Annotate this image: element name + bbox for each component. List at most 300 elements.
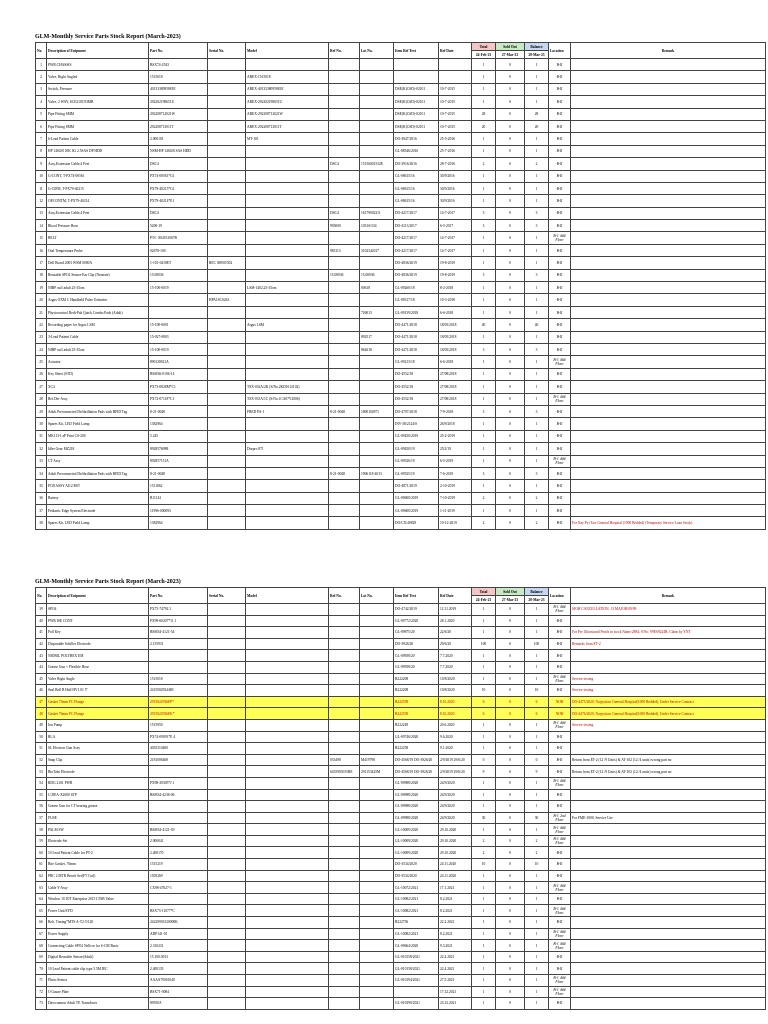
row-remark xyxy=(571,777,766,789)
row-no: 6 xyxy=(36,120,47,132)
row-ref-no xyxy=(329,627,360,639)
row-description: Physiocontrol Redi-Pak Quick Combo Pads (Adult) xyxy=(47,306,149,318)
row-sold-out: 0 xyxy=(496,940,525,952)
row-no: 13 xyxy=(36,207,47,219)
row-model xyxy=(246,719,329,731)
row-remark xyxy=(571,195,766,207)
row-no: 34 xyxy=(36,467,47,479)
row-model xyxy=(246,824,329,836)
row-no: 7 xyxy=(36,133,47,145)
col-serial: Serial No. xyxy=(208,588,246,604)
row-ref-no xyxy=(329,59,360,71)
row-balance: 1 xyxy=(525,393,549,405)
row-total: 2 xyxy=(472,492,496,504)
row-location: B-J. ### Floor xyxy=(549,905,571,917)
row-remark: Service testing xyxy=(571,673,766,685)
row-description: Valve, 2 WAY, SCE210C93MB xyxy=(47,96,149,108)
row-item-ref: GL-09317/18 xyxy=(394,294,439,306)
row-model xyxy=(246,257,329,269)
row-item-ref: DO-3534/2020 xyxy=(394,859,439,871)
row-ref-date: 29.10.2020 xyxy=(439,824,472,836)
row-lot-no: 1800104971 xyxy=(360,405,394,417)
table-row xyxy=(36,158,766,170)
row-location: B-II xyxy=(549,859,571,871)
row-ref-no: DSC4 xyxy=(329,207,360,219)
row-sold-out: 0 xyxy=(496,801,525,813)
row-part-no: 5.245 xyxy=(149,430,208,442)
row-part-no: CX98-47627-1 xyxy=(149,882,208,894)
row-balance: 1 xyxy=(525,170,549,182)
row-item-ref: GL-09664/2020 xyxy=(394,940,439,952)
row-description: Adult Preconnected Defibrillation Pads with RFID Tag xyxy=(47,467,149,479)
row-remark xyxy=(571,145,766,157)
row-model: ABEX-292208713011T xyxy=(246,120,329,132)
row-sold-out: 0 xyxy=(496,505,525,517)
row-part-no xyxy=(149,306,208,318)
row-ref-no xyxy=(329,83,360,95)
row-model xyxy=(246,685,329,697)
row-location: B-J. ### Floor xyxy=(549,940,571,952)
row-no: 18 xyxy=(36,269,47,281)
row-part-no: BSM34-4121-54 xyxy=(149,627,208,639)
row-ref-no xyxy=(329,455,360,467)
row-description: Valve, Right Angled xyxy=(47,71,149,83)
row-sold-out: 0 xyxy=(496,905,525,917)
row-remark xyxy=(571,928,766,940)
row-ref-no xyxy=(329,257,360,269)
row-ref-date: 22.4.2021 xyxy=(439,963,472,975)
row-ref-no xyxy=(329,893,360,905)
row-part-no: 2.000041 xyxy=(149,835,208,847)
table-row xyxy=(36,145,766,157)
row-serial-no xyxy=(208,306,246,318)
row-no: 31 xyxy=(36,430,47,442)
row-remark xyxy=(571,170,766,182)
row-remark xyxy=(571,381,766,393)
row-serial-no xyxy=(208,108,246,120)
table-row xyxy=(36,467,766,479)
row-serial-no: REC 06950/502 xyxy=(208,257,246,269)
row-item-ref: DO-4742/2019 xyxy=(394,604,439,616)
row-no: 38 xyxy=(36,517,47,529)
row-model xyxy=(246,789,329,801)
row-ref-no xyxy=(329,443,360,455)
row-location: NOH xyxy=(549,696,571,708)
row-lot-no xyxy=(360,145,394,157)
row-ref-no xyxy=(329,777,360,789)
col-part: Part No. xyxy=(149,43,208,59)
row-balance: 1 xyxy=(525,257,549,269)
row-remark xyxy=(571,905,766,917)
row-balance: 1 xyxy=(525,182,549,194)
row-serial-no xyxy=(208,801,246,813)
row-ref-date: 23.12.2021 xyxy=(439,998,472,1010)
row-balance: 1 xyxy=(525,986,549,998)
col-sold: Sold Out xyxy=(496,43,525,51)
row-item-ref: GL-10072/2021 xyxy=(394,882,439,894)
table-row xyxy=(36,743,766,755)
row-sold-out: 0 xyxy=(496,870,525,882)
row-sold-out: 0 xyxy=(496,343,525,355)
row-model: Argus LSM xyxy=(246,319,329,331)
row-balance: 1 xyxy=(525,777,549,789)
row-part-no: 1511862 xyxy=(149,480,208,492)
row-no: 71 xyxy=(36,975,47,987)
row-sold-out: 0 xyxy=(496,319,525,331)
row-serial-no xyxy=(208,492,246,504)
row-lot-no xyxy=(360,368,394,380)
row-part-no: 1515018 xyxy=(149,71,208,83)
row-model xyxy=(246,650,329,662)
row-description: Ion Pump xyxy=(47,719,149,731)
row-total: 3 xyxy=(472,220,496,232)
row-lot-no xyxy=(360,975,394,987)
row-item-ref: GL-09988/2020 xyxy=(394,777,439,789)
row-no: 47 xyxy=(36,696,47,708)
row-balance: 3 xyxy=(525,467,549,479)
table-row xyxy=(36,96,766,108)
row-ref-date: 10/8/2020 xyxy=(439,673,472,685)
row-item-ref: DO-4217/2017 xyxy=(394,207,439,219)
row-ref-no xyxy=(329,661,360,673)
row-balance: 1 xyxy=(525,801,549,813)
row-serial-no xyxy=(208,882,246,894)
row-sold-out: 0 xyxy=(496,998,525,1010)
row-no: 44 xyxy=(36,661,47,673)
table-row xyxy=(36,220,766,232)
row-total: 1 xyxy=(472,331,496,343)
table-row xyxy=(36,505,766,517)
row-part-no: B11142 xyxy=(149,492,208,504)
row-ref-date: 8.2.2021 xyxy=(439,905,472,917)
row-balance: 1 xyxy=(525,719,549,731)
row-no: 55 xyxy=(36,789,47,801)
row-no: 12 xyxy=(36,195,47,207)
row-description: Power Unit/SYD xyxy=(47,905,149,917)
row-model xyxy=(246,269,329,281)
row-ref-date: 14-7-2017 xyxy=(439,244,472,256)
row-remark xyxy=(571,220,766,232)
row-lot-no xyxy=(360,696,394,708)
row-total: 1 xyxy=(472,986,496,998)
row-sold-out: 0 xyxy=(496,661,525,673)
row-lot-no xyxy=(360,940,394,952)
row-location: B-J. ### Floor xyxy=(549,719,571,731)
row-balance: 100 xyxy=(525,638,549,650)
row-balance: 1 xyxy=(525,294,549,306)
row-part-no xyxy=(149,766,208,778)
row-ref-date: 29.10.2020 xyxy=(439,835,472,847)
row-sold-out: 0 xyxy=(496,356,525,368)
table-row xyxy=(36,232,766,244)
row-remark xyxy=(571,319,766,331)
row-location: B-II xyxy=(549,306,571,318)
row-lot-no xyxy=(360,627,394,639)
row-description: Belt, Timing*MTS A-T2-5/120 xyxy=(47,917,149,929)
row-no: 37 xyxy=(36,505,47,517)
row-lot-no: 15156001532E xyxy=(360,158,394,170)
row-balance: 1 xyxy=(525,505,549,517)
table-row xyxy=(36,638,766,650)
row-total: 3 xyxy=(472,343,496,355)
row-serial-no xyxy=(208,859,246,871)
row-description: PALM SW xyxy=(47,824,149,836)
row-balance: 1 xyxy=(525,368,549,380)
row-balance: 20 xyxy=(525,120,549,132)
table-row xyxy=(36,731,766,743)
row-total: 1 xyxy=(472,604,496,616)
row-sold-out: 0 xyxy=(496,405,525,417)
row-no: 51 xyxy=(36,743,47,755)
row-ref-date: 10-7-2015 xyxy=(439,96,472,108)
col-serial: Serial No. xyxy=(208,43,246,59)
row-part-no: 2.310231 xyxy=(149,940,208,952)
date-total: 24-Feb-23 xyxy=(472,596,496,604)
row-sold-out: 0 xyxy=(496,480,525,492)
row-description: Grease Gun + Flexible Hose xyxy=(47,661,149,673)
row-item-ref xyxy=(394,71,439,83)
row-ref-date: 7-9-2018 xyxy=(439,405,472,417)
table-row xyxy=(36,777,766,789)
table-row xyxy=(36,492,766,504)
row-total: 1 xyxy=(472,615,496,627)
row-sold-out: 0 xyxy=(496,754,525,766)
row-ref-no xyxy=(329,615,360,627)
row-ref-no xyxy=(329,120,360,132)
row-remark: Service testing xyxy=(571,719,766,731)
col-no: No. xyxy=(36,43,47,59)
row-ref-no xyxy=(329,195,360,207)
row-balance: 2 xyxy=(525,517,549,529)
row-serial-no xyxy=(208,893,246,905)
row-no: 21 xyxy=(36,306,47,318)
row-balance: 1 xyxy=(525,381,549,393)
row-no: 11 xyxy=(36,182,47,194)
row-balance: 1 xyxy=(525,940,549,952)
table-row xyxy=(36,812,766,824)
row-serial-no xyxy=(208,430,246,442)
row-balance: 1 xyxy=(525,731,549,743)
row-model: ABEX-1515018 xyxy=(246,71,329,83)
row-location: B-II xyxy=(549,638,571,650)
row-item-ref: GL-10009/2020 xyxy=(394,835,439,847)
row-ref-date: 10-7-2015 xyxy=(439,83,472,95)
row-part-no: P/N : 804531067B xyxy=(149,232,208,244)
table-row xyxy=(36,405,766,417)
row-part-no: PX74-00561*G1 xyxy=(149,170,208,182)
row-location: B-II xyxy=(549,145,571,157)
row-balance: 1 xyxy=(525,455,549,467)
row-lot-no: 00618 xyxy=(360,282,394,294)
row-remark: For Nay Pyi Taw General Hospital (1000 Bedded) (Temporary Service Loan Stock) xyxy=(571,517,766,529)
row-balance: 1 xyxy=(525,824,549,836)
row-sold-out: 0 xyxy=(496,96,525,108)
row-model: ABEX-4013338095881E xyxy=(246,83,329,95)
row-ref-date: 8.2.2021 xyxy=(439,928,472,940)
row-ref-no xyxy=(329,696,360,708)
table-row xyxy=(36,766,766,778)
row-description: HP 146GB 10K 6G 2.5SAS DP HDD xyxy=(47,145,149,157)
row-no: 27 xyxy=(36,381,47,393)
row-remark xyxy=(571,940,766,952)
row-lot-no xyxy=(360,182,394,194)
row-model xyxy=(246,893,329,905)
row-model xyxy=(246,418,329,430)
row-description: 3-Lead Patient Cable xyxy=(47,331,149,343)
table-row xyxy=(36,120,766,132)
row-balance: 3 xyxy=(525,405,549,417)
row-model xyxy=(246,480,329,492)
row-total: 1 xyxy=(472,743,496,755)
row-item-ref: GL-010390/2021 xyxy=(394,998,439,1010)
row-remark: Service testing xyxy=(571,685,766,697)
row-item-ref: DO/CX/40829 xyxy=(394,517,439,529)
row-serial-no xyxy=(208,381,246,393)
row-item-ref: GL-08615/16 xyxy=(394,195,439,207)
row-item-ref: DSE(K)CSD)-02101 xyxy=(394,83,439,95)
row-ref-no xyxy=(329,986,360,998)
row-serial-no xyxy=(208,368,246,380)
row-balance: 3 xyxy=(525,269,549,281)
row-location: B-II xyxy=(549,467,571,479)
row-balance: 1 xyxy=(525,604,549,616)
row-ref-no: 8-21-0048 xyxy=(329,467,360,479)
row-serial-no xyxy=(208,356,246,368)
row-model xyxy=(246,986,329,998)
row-no: 29 xyxy=(36,405,47,417)
row-part-no: PX98-29305*J 1 xyxy=(149,777,208,789)
row-ref-no xyxy=(329,294,360,306)
row-lot-no xyxy=(360,963,394,975)
row-ref-date: 10-7-2015 xyxy=(439,108,472,120)
row-ref-no: 8-21-0048 xyxy=(329,405,360,417)
row-lot-no xyxy=(360,195,394,207)
row-item-ref: DSE(K)CSD)-02101 xyxy=(394,108,439,120)
row-ref-date: 7-6-2019 xyxy=(439,467,472,479)
row-ref-date: 14-7-2017 xyxy=(439,207,472,219)
row-balance: 2 xyxy=(525,835,549,847)
table-row xyxy=(36,940,766,952)
row-part-no: AAAA79001040 xyxy=(149,975,208,987)
stock-table-1 xyxy=(35,42,766,530)
row-balance: 1 xyxy=(525,133,549,145)
row-ref-date: 2/9/2019 29/6/20 xyxy=(439,766,472,778)
row-balance: 1 xyxy=(525,905,549,917)
row-part-no: 4013338095881E xyxy=(149,83,208,95)
row-balance: 1 xyxy=(525,195,549,207)
row-ref-no xyxy=(329,847,360,859)
row-model xyxy=(246,754,329,766)
row-description: Dasccumour Adult TE Transducer xyxy=(47,998,149,1010)
row-description: 6-Lead Patient Cable xyxy=(47,133,149,145)
row-balance: 1 xyxy=(525,870,549,882)
row-total: 3 xyxy=(472,207,496,219)
row-balance: 3 xyxy=(525,207,549,219)
col-remark: Remark xyxy=(571,588,766,604)
row-model xyxy=(246,661,329,673)
col-ref-date: Ref Date xyxy=(439,588,472,604)
row-sold-out: 0 xyxy=(496,685,525,697)
table-row xyxy=(36,517,766,529)
table-row xyxy=(36,306,766,318)
row-lot-no xyxy=(360,685,394,697)
row-location: B-II xyxy=(549,766,571,778)
row-model xyxy=(246,812,329,824)
row-model xyxy=(246,158,329,170)
report-title: GLM-Monthly Service Parts Stock Report (March-2023) xyxy=(35,579,181,585)
row-balance: 1 xyxy=(525,59,549,71)
row-part-no xyxy=(149,812,208,824)
row-location: B-II xyxy=(549,282,571,294)
row-sold-out: 0 xyxy=(496,220,525,232)
row-part-no: BSM36-0106-14 xyxy=(149,368,208,380)
row-remark xyxy=(571,343,766,355)
row-model: ABEX-292202198651U xyxy=(246,96,329,108)
row-sold-out: 0 xyxy=(496,331,525,343)
row-no: 25 xyxy=(36,356,47,368)
row-no: 35 xyxy=(36,480,47,492)
row-no: 36 xyxy=(36,492,47,504)
row-remark xyxy=(571,467,766,479)
date-sold: 27-Mar-23 xyxy=(496,596,525,604)
row-model xyxy=(246,170,329,182)
row-serial-no xyxy=(208,986,246,998)
row-part-no: 15-100-0001 xyxy=(149,319,208,331)
row-ref-no xyxy=(329,905,360,917)
row-total: 1 xyxy=(472,430,496,442)
row-ref-no xyxy=(329,940,360,952)
row-part-no: 5200-19 xyxy=(149,220,208,232)
row-serial-no xyxy=(208,145,246,157)
row-part-no: 15.00036 xyxy=(149,269,208,281)
row-item-ref: DSE(K)CSD)-02101 xyxy=(394,120,439,132)
row-model xyxy=(246,731,329,743)
row-ref-no xyxy=(329,393,360,405)
row-location: B-II xyxy=(549,220,571,232)
row-description: CT Assy xyxy=(47,455,149,467)
row-remark xyxy=(571,661,766,673)
row-remark: Remarks from ET-2 xyxy=(571,638,766,650)
row-ref-date: 24.11.2020 xyxy=(439,870,472,882)
row-serial-no xyxy=(208,232,246,244)
row-remark: For Pre Ultrasound Pearls in stock Name:2884, S/No. 99ES9224B, Claim by YNT xyxy=(571,627,766,639)
row-sold-out: 0 xyxy=(496,145,525,157)
row-ref-no xyxy=(329,998,360,1010)
row-ref-date: 10-7-2015 xyxy=(439,120,472,132)
row-remark xyxy=(571,405,766,417)
row-serial-no xyxy=(208,59,246,71)
row-no: 48 xyxy=(36,708,47,720)
row-description: Recording paper for Argus LSM xyxy=(47,319,149,331)
table-row xyxy=(36,604,766,616)
row-no: 65 xyxy=(36,905,47,917)
row-ref-no xyxy=(329,975,360,987)
row-item-ref: GL-09772/2020 xyxy=(394,615,439,627)
row-no: 45 xyxy=(36,673,47,685)
row-serial-no xyxy=(208,824,246,836)
row-description: RDG 2101 PWR xyxy=(47,777,149,789)
row-no: 23 xyxy=(36,331,47,343)
row-lot-no: 291153425M xyxy=(360,766,394,778)
row-model xyxy=(246,356,329,368)
row-part-no: DSC4 xyxy=(149,158,208,170)
row-item-ref: B222249 xyxy=(394,719,439,731)
row-no: 69 xyxy=(36,951,47,963)
row-model xyxy=(246,859,329,871)
row-ref-no xyxy=(329,182,360,194)
row-ref-no xyxy=(329,170,360,182)
row-balance: 1 xyxy=(525,893,549,905)
